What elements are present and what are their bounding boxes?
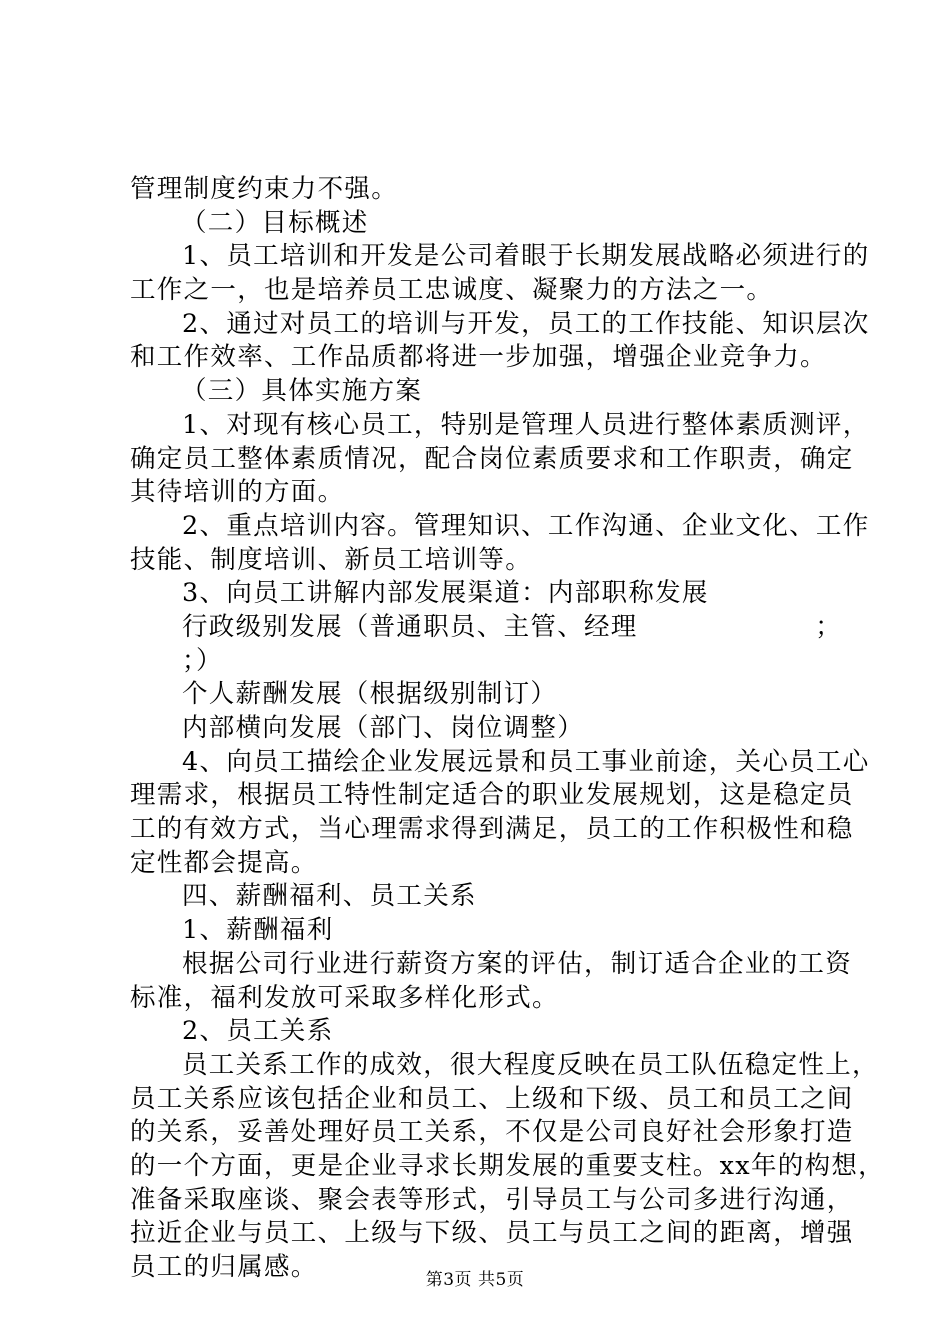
text-line: 定性都会提高。 [130, 847, 318, 878]
text-line: 4、向员工描绘企业发展远景和员工事业前途，关心员工心 [182, 746, 870, 777]
subheading-compensation: 1、薪酬福利 [182, 915, 334, 946]
text-line-left: 行政级别发展（普通职员、主管、经理 [182, 611, 638, 642]
text-line: 技能、制度培训、新员工培训等。 [130, 544, 533, 575]
text-line: 工的有效方式，当心理需求得到满足，员工的工作积极性和稳 [130, 814, 854, 845]
text-line: 根据公司行业进行薪资方案的评估，制订适合企业的工资 [182, 948, 853, 979]
section-heading-compensation: 四、薪酬福利、员工关系 [182, 881, 477, 912]
text-line-split [130, 611, 842, 645]
text-line: 的关系，妥善处理好员工关系，不仅是公司良好社会形象打造 [130, 1117, 854, 1148]
section-heading-goals: （二）目标概述 [181, 207, 369, 238]
text-line: 的一个方面，更是企业寻求长期发展的重要支柱。xx年的构想， [130, 1150, 885, 1181]
text-line: 3、向员工讲解内部发展渠道：内部职称发展 [182, 578, 709, 609]
document-body [130, 173, 885, 1285]
text-line: 员工关系工作的成效，很大程度反映在员工队伍稳定性上， [182, 1049, 879, 1080]
text-line: 个人薪酬发展（根据级别制订） [182, 679, 558, 710]
text-line: 1、员工培训和开发是公司着眼于长期发展战略必须进行的 [182, 241, 870, 272]
text-line: 和工作效率、工作品质都将进一步加强，增强企业竞争力。 [130, 342, 827, 373]
text-line: 1、对现有核心员工，特别是管理人员进行整体素质测评， [182, 409, 870, 440]
text-line: 工作之一，也是培养员工忠诚度、凝聚力的方法之一。 [130, 275, 774, 306]
section-heading-plan: （三）具体实施方案 [181, 376, 423, 407]
page-number-footer: 第3页 共5页 [425, 1270, 525, 1290]
text-line: 员工的归属感。 [130, 1252, 318, 1282]
text-line: 准备采取座谈、聚会表等形式，引导员工与公司多进行沟通， [130, 1184, 854, 1215]
text-line: 员工关系应该包括企业和员工、上级和下级、员工和员工之间 [130, 1083, 854, 1114]
text-line: 确定员工整体素质情况，配合岗位素质要求和工作职责，确定 [130, 443, 854, 474]
text-line: 内部横向发展（部门、岗位调整） [182, 713, 585, 743]
text-line: 标准，福利发放可采取多样化形式。 [130, 982, 559, 1013]
text-line: 管理制度约束力不强。 [130, 174, 399, 204]
text-line-right: ； [815, 611, 842, 642]
subheading-employee-relations: 2、员工关系 [182, 1016, 334, 1047]
text-line: 2、重点培训内容。管理知识、工作沟通、企业文化、工作 [182, 510, 870, 541]
text-line: 拉近企业与员工、上级与下级、员工与员工之间的距离，增强 [130, 1218, 854, 1249]
text-line: 2、通过对员工的培训与开发，员工的工作技能、知识层次 [182, 308, 870, 339]
text-line: ；） [182, 645, 223, 676]
text-line: 理需求，根据员工特性制定适合的职业发展规划，这是稳定员 [130, 780, 854, 811]
text-line: 其待培训的方面。 [130, 477, 345, 508]
